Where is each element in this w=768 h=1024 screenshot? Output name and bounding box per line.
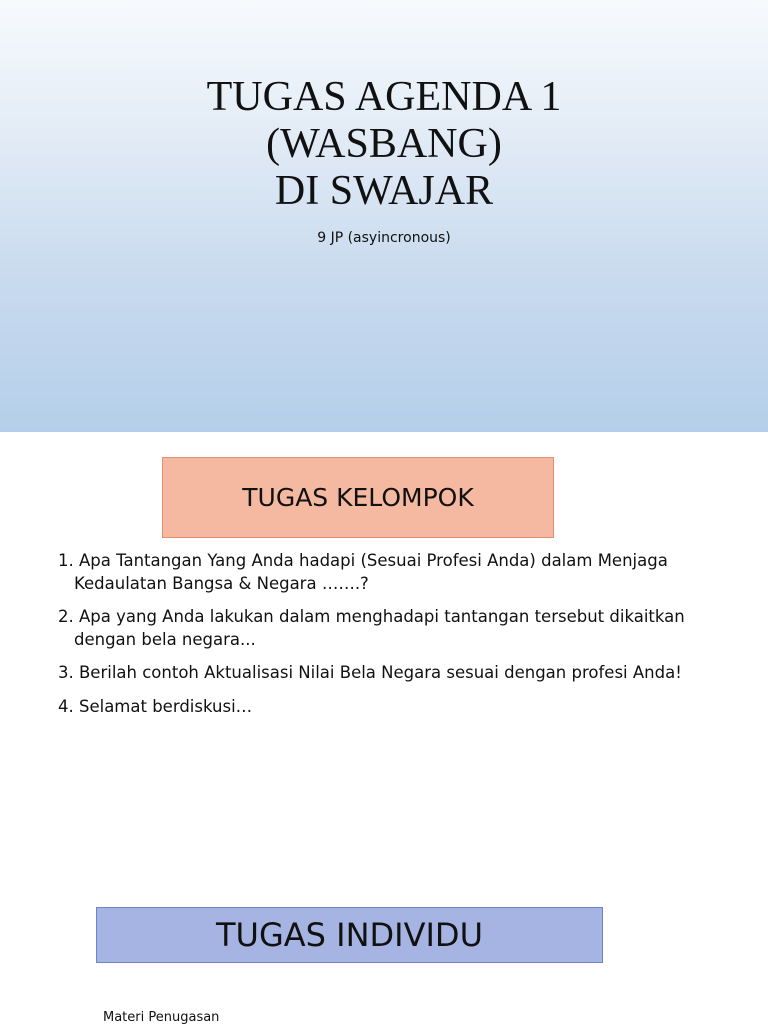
title-line-2: (WASBANG) <box>266 121 502 167</box>
task-item-3: 3. Berilah contoh Aktualisasi Nilai Bela Negara sesuai dengan profesi Anda! <box>58 663 682 682</box>
individual-task-slide <box>0 864 768 1024</box>
individual-task-heading: TUGAS INDIVIDU <box>96 907 603 963</box>
materi-label: Materi Penugasan <box>103 1010 220 1024</box>
title-line-3: DI SWAJAR <box>274 168 494 214</box>
group-task-heading: TUGAS KELOMPOK <box>162 457 554 538</box>
title-slide <box>0 0 768 432</box>
group-task-slide <box>0 432 768 864</box>
task-item-2: 2. Apa yang Anda lakukan dalam menghadapi tantangan tersebut dikaitkan dengan bela negara... <box>58 607 685 649</box>
task-list <box>58 550 738 729</box>
task-item-1: 1. Apa Tantangan Yang Anda hadapi (Sesuai Profesi Anda) dalam Menjaga Kedaulatan Bangsa & Negara …….? <box>58 551 668 593</box>
slide-title <box>0 74 768 215</box>
task-item-4: 4. Selamat berdiskusi… <box>58 696 253 716</box>
slide-subtitle: 9 JP (asyincronous) <box>317 230 451 246</box>
title-line-1: TUGAS AGENDA 1 <box>206 74 562 120</box>
